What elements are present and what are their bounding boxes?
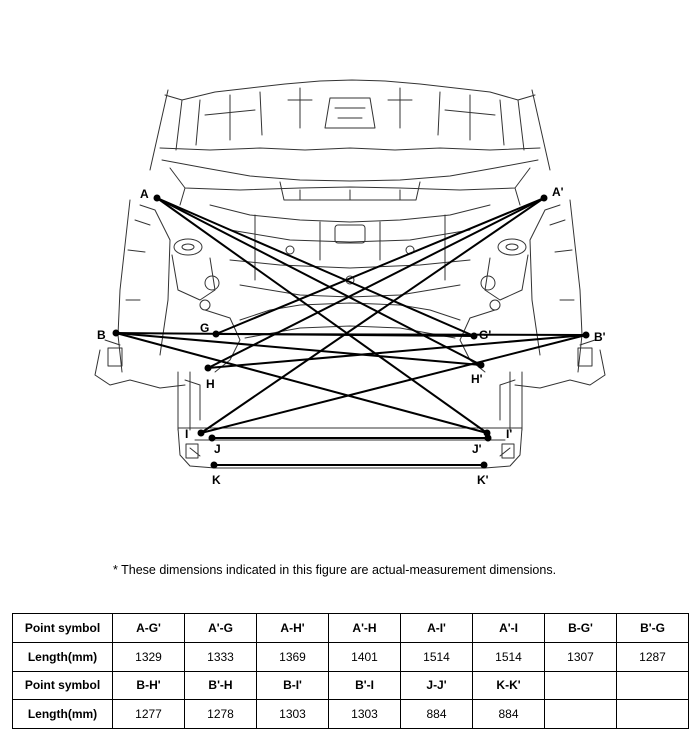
label-k2: K' <box>477 473 489 487</box>
label-h: H <box>206 377 215 391</box>
line-b2-i <box>201 335 586 433</box>
point-symbol-cell <box>545 671 617 700</box>
label-b: B <box>97 328 106 342</box>
length-row <box>13 700 689 729</box>
point-j <box>209 435 216 442</box>
label-i: I <box>185 427 189 441</box>
point-symbol-header: Point symbol <box>13 614 113 643</box>
point-symbol-cell: B'-G <box>617 614 689 643</box>
line-b2-g <box>216 334 586 335</box>
length-row <box>13 642 689 671</box>
length-cell: 884 <box>401 700 473 729</box>
label-j2: J' <box>472 442 482 456</box>
point-h2 <box>478 362 485 369</box>
length-header: Length(mm) <box>13 642 113 671</box>
measurement-note: * These dimensions indicated in this figure are actual-measurement dimensions. <box>113 563 557 577</box>
point-b2 <box>583 332 590 339</box>
label-h2: H' <box>471 372 483 386</box>
dimension-table <box>12 613 689 729</box>
point-symbol-row <box>13 671 689 700</box>
point-symbol-cell: A-G' <box>113 614 185 643</box>
line-a-i2 <box>157 198 487 433</box>
point-symbol-cell: A'-G <box>185 614 257 643</box>
length-header: Length(mm) <box>13 700 113 729</box>
measurement-lines <box>116 198 586 465</box>
length-cell: 1401 <box>329 642 401 671</box>
point-i <box>198 430 205 437</box>
point-a <box>154 195 161 202</box>
length-cell: 1333 <box>185 642 257 671</box>
line-a-g2 <box>157 198 474 336</box>
label-a2: A' <box>552 185 564 199</box>
length-cell <box>617 700 689 729</box>
point-symbol-cell: B-H' <box>113 671 185 700</box>
length-cell: 1277 <box>113 700 185 729</box>
label-g2: G' <box>479 328 492 342</box>
length-cell: 1307 <box>545 642 617 671</box>
vehicle-outline <box>95 80 605 468</box>
point-h <box>205 365 212 372</box>
length-cell: 1303 <box>329 700 401 729</box>
point-symbol-cell: A'-I <box>473 614 545 643</box>
dimension-table-body <box>13 614 689 729</box>
point-symbol-cell: J-J' <box>401 671 473 700</box>
label-a: A <box>140 187 149 201</box>
point-symbol-cell: B-I' <box>257 671 329 700</box>
point-k <box>211 462 218 469</box>
length-cell: 1329 <box>113 642 185 671</box>
label-g: G <box>200 321 210 335</box>
length-cell: 884 <box>473 700 545 729</box>
point-g <box>213 331 220 338</box>
label-j: J <box>214 442 221 456</box>
length-cell: 1514 <box>473 642 545 671</box>
point-b <box>113 330 120 337</box>
point-k2 <box>481 462 488 469</box>
point-symbol-cell: B'-H <box>185 671 257 700</box>
point-symbol-cell: A-I' <box>401 614 473 643</box>
point-symbol-cell: K-K' <box>473 671 545 700</box>
point-symbol-cell: B'-I <box>329 671 401 700</box>
point-symbol-cell: A'-H <box>329 614 401 643</box>
point-symbol-header: Point symbol <box>13 671 113 700</box>
length-cell: 1287 <box>617 642 689 671</box>
length-cell: 1514 <box>401 642 473 671</box>
point-g2 <box>471 333 478 340</box>
point-j2 <box>485 435 492 442</box>
label-b2: B' <box>594 330 606 344</box>
point-symbol-cell: B-G' <box>545 614 617 643</box>
length-cell: 1303 <box>257 700 329 729</box>
label-i2: I' <box>506 427 513 441</box>
point-symbol-cell: A-H' <box>257 614 329 643</box>
length-cell: 1278 <box>185 700 257 729</box>
label-k: K <box>212 473 221 487</box>
point-a2 <box>541 195 548 202</box>
length-cell: 1369 <box>257 642 329 671</box>
point-symbol-cell <box>617 671 689 700</box>
length-cell <box>545 700 617 729</box>
point-symbol-row <box>13 614 689 643</box>
